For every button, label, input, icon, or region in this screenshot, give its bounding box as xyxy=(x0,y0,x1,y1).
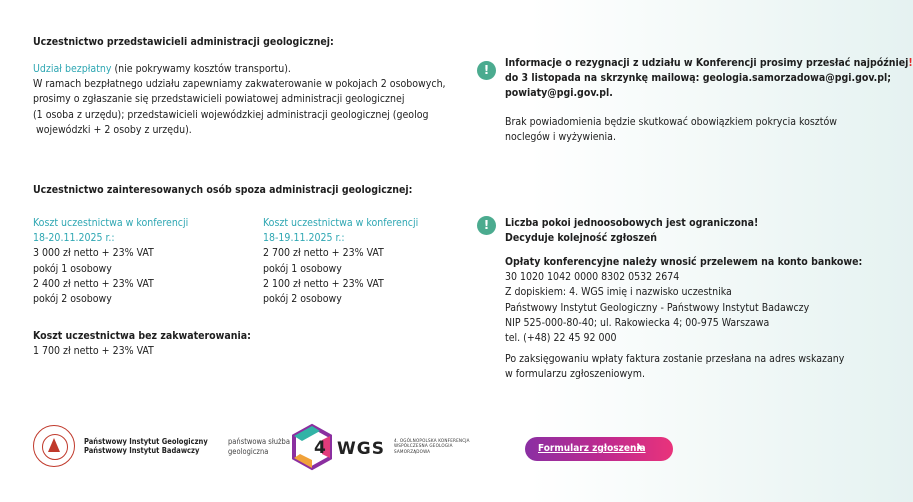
cost-line: pokój 1 osobowy xyxy=(263,262,342,275)
wgs-subtitle xyxy=(394,439,470,455)
cost-title: Koszt uczestnictwa w konferencji xyxy=(33,217,189,229)
payment-line: NIP 525-000-80-40; ul. Rakowiecka 4; 00-975 Warszawa xyxy=(505,316,770,329)
invoice-line: w formularzu zgłoszeniowym. xyxy=(505,368,645,381)
cost-title: Koszt uczestnictwa bez zakwaterowania: xyxy=(33,330,251,342)
cost-line: 2 100 zł netto + 23% VAT xyxy=(263,277,384,290)
cost-block-18-20 xyxy=(33,216,188,307)
wgs-wordmark: WGS xyxy=(337,439,385,459)
cost-line: 2 400 zł netto + 23% VAT xyxy=(33,277,154,290)
wgs-logo-mark xyxy=(288,424,336,470)
resignation-consequence xyxy=(505,115,837,145)
notice-line: Informacje o rezygnacji z udziału w Konferencji prosimy przesłać najpóźniej xyxy=(505,57,909,69)
wgs-number: 4 xyxy=(314,438,326,458)
registration-form-button[interactable] xyxy=(525,437,673,461)
payment-title: Opłaty konferencyjne należy wnosić przelewem na konto bankowe: xyxy=(505,256,863,268)
description-line: W ramach bezpłatnego udziału zapewniamy zakwaterowanie w pokojach 2 osobowych, xyxy=(33,78,446,91)
wgs-subtitle-line: 4. OGÓLNOPOLSKA KONFERENCJA xyxy=(394,439,470,444)
cost-line: pokój 2 osobowy xyxy=(33,293,112,306)
notice-body-line: noclegów i wyżywienia. xyxy=(505,131,616,144)
notice-line: Decyduje kolejność zgłoszeń xyxy=(505,232,658,245)
wgs-subtitle-line: SAMORZĄDOWA xyxy=(394,449,431,455)
pig-name xyxy=(84,437,208,455)
cost-block-no-accommodation xyxy=(33,329,251,359)
description-line: wojewódzki + 2 osoby z urzędu). xyxy=(33,123,192,136)
cost-line: 3 000 zł netto + 23% VAT xyxy=(33,247,154,260)
section-heading-administration: Uczestnictwo przedstawicieli administracji geologicznej: xyxy=(33,36,334,48)
payment-line: tel. (+48) 22 45 92 000 xyxy=(505,332,617,345)
psg-line: geologiczna xyxy=(228,446,269,456)
payment-line: Państwowy Instytut Geologiczny - Państwowy Instytut Badawczy xyxy=(505,301,810,314)
cost-line: 2 700 zł netto + 23% VAT xyxy=(263,247,384,260)
free-participation-note: (nie pokrywamy kosztów transportu). xyxy=(111,63,291,75)
pig-name-line: Państwowy Instytut Badawczy xyxy=(84,446,200,455)
cost-dates: 18-20.11.2025 r.: xyxy=(33,232,115,245)
invoice-note xyxy=(505,352,844,382)
bank-details xyxy=(505,255,862,346)
cursor-icon xyxy=(638,443,643,449)
wgs-subtitle-line: WSPÓŁCZESNA GEOLOGIA xyxy=(394,444,453,450)
description-line: (1 osoba z urzędu); przedstawicieli wojewódzkiej administracji geologicznej (geolog xyxy=(33,108,429,121)
cost-dates: 18-19.11.2025 r.: xyxy=(263,232,345,245)
cost-block-18-19 xyxy=(263,216,418,307)
cost-title: Koszt uczestnictwa w konferencji xyxy=(263,217,419,229)
notice-exclamation: ! xyxy=(908,57,913,69)
description-line: prosimy o zgłaszanie się przedstawicieli powiatowej administracji geologicznej xyxy=(33,93,405,106)
exclamation-icon: ! xyxy=(477,216,496,235)
notice-line: do 3 listopada na skrzynkę mailową: geologia.samorzadowa@pgi.gov.pl; xyxy=(505,72,891,85)
resignation-notice xyxy=(505,56,913,102)
pig-logo xyxy=(33,425,75,467)
section-heading-external: Uczestnictwo zainteresowanych osób spoza administracji geologicznej: xyxy=(33,184,413,196)
registration-form-label: Formularz zgłoszenia xyxy=(538,443,646,454)
psg-name xyxy=(228,437,290,456)
cost-line: pokój 1 osobowy xyxy=(33,262,112,275)
exclamation-icon: ! xyxy=(477,61,496,80)
payment-notice xyxy=(505,216,758,246)
payment-line: Z dopiskiem: 4. WGS imię i nazwisko uczestnika xyxy=(505,286,732,299)
psg-line: państwowa służba xyxy=(228,437,290,446)
administration-description xyxy=(33,62,446,138)
cost-line: pokój 2 osobowy xyxy=(263,293,342,306)
notice-line: Liczba pokoi jednoosobowych jest ograniczona! xyxy=(505,217,759,229)
bank-account-number: 30 1020 1042 0000 8302 0532 2674 xyxy=(505,271,680,284)
notice-line: powiaty@pgi.gov.pl. xyxy=(505,87,613,100)
invoice-line: Po zaksięgowaniu wpłaty faktura zostanie przesłana na adres wskazany xyxy=(505,353,845,365)
free-participation-label: Udział bezpłatny xyxy=(33,63,112,75)
notice-body-line: Brak powiadomienia będzie skutkować obowiązkiem pokrycia kosztów xyxy=(505,116,837,128)
cost-line: 1 700 zł netto + 23% VAT xyxy=(33,345,154,358)
pig-name-line: Państwowy Instytut Geologiczny xyxy=(84,437,208,446)
